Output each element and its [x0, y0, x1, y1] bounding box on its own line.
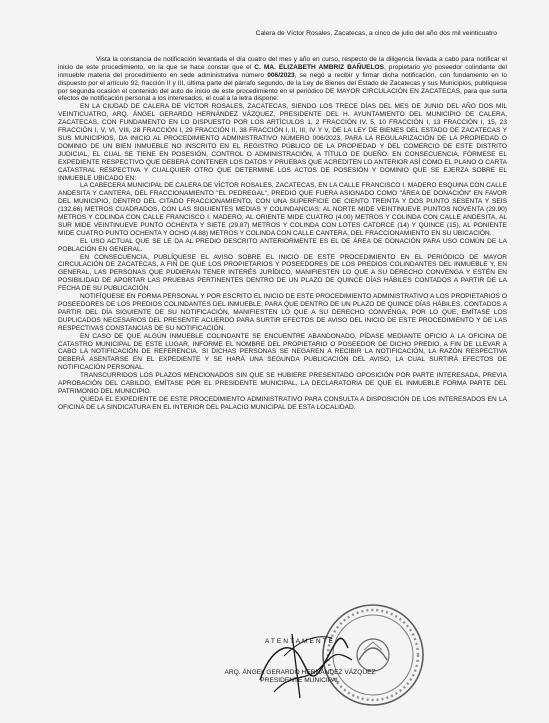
intro-person: C. MA. ELIZABETH AMBRIZ BAÑUELOS [254, 63, 384, 71]
intro-text-b: , propietario y/o poseedor colindante del inmueble materia del procedimiento en sede administrativa número [58, 63, 507, 79]
intro-text-c: , se negó a recibir y firmar dicha notificación, con fundamento en lo dispuesto por el artículo 92, fracción II y III, última parte del párrafo segundo, de la Ley de Bienes del Estado de Zacatecas y sus Municipios, publíquese por segunda ocasión el contenido del auto de inicio de este procedimiento en el periódico DE MAYOR CIRCULACIÓN EN ZACATECAS, para que surta efectos de notificación personal a los interesados, el cual a la letra dispone: [58, 71, 507, 103]
body-paragraph-1: EN LA CIUDAD DE CALERA DE VÍCTOR ROSALES, ZACATECAS, SIENDO LOS TRECE DÍAS DEL MES DE JUNIO DEL AÑO DOS MIL VEINTICUATRO, ARQ. ÁNGEL GERARDO HERNÁNDEZ VÁZQUEZ, PRESIDENTE DEL H. AYUNTAMIENTO DEL MUNICIPIO DE CALERA, ZACATECAS, CON FUNDAMENTO EN LO DISPUESTO POR LOS ARTÍCULOS 1, 2 FRACCIÓN IV, 5, 10 FRACCIÓN I, 13 FRACCIÓN I, 15, 23 FRACCIÓN I, V, VI, VIII, 28 FRACCIÓN I, 29 FRACCIÓN II, 38 FRACCIÓN I, II, III, IV Y V, DE LA LEY DE BIENES DEL ESTADO DE ZACATECAS Y SUS MUNICIPIOS, DA INICIO AL PROCEDIMIENTO ADMINISTRATIVO NÚMERO 006/2023, PARA LA REGULARIZACIÓN DE LA PROPIEDAD O DOMINIO DE UN BIEN INMUEBLE NO INSCRITO EN EL REGISTRO PÚBLICO DE LA PROPIEDAD Y DEL COMERCIO DE ESTE DISTRITO JUDICIAL, EL CUAL SE TIENE EN POSESIÓN, CONTROL O ADMINISTRACIÓN, A TÍTULO DE DUEÑO. EN CONSECUENCIA, FÓRMESE EL EXPEDIENTE RESPECTIVO QUE DEBERÁ CONTENER LOS DATOS Y PRUEBAS QUE ACREDITEN LO ANTERIOR ASÍ COMO EL PLANO O CARTA CATASTRAL RESPECTIVA Y CUALQUIER OTRO QUE DETERMINE LOS ACTOS DE POSESIÓN Y DOMINIO QUE SE EJERZA SOBRE EL INMUEBLE UBICADO EN: [58, 103, 507, 182]
signatory-title: PRESIDENTE MUNICIPAL [260, 677, 340, 684]
intro-text-a: Vista la constancia de notificación levantada el día cuatro del mes y año en curso, respecto de la diligencia llevada a cabo para notificar el inicio de este procedimiento, en la que se hace constar que el [58, 55, 507, 71]
place-date: Calera de Víctor Rosales, Zacatecas, a cinco de julio del año dos mil veinticuatro [255, 30, 497, 37]
document-body [58, 30, 507, 412]
agreement-text [58, 103, 507, 411]
body-paragraph-4: EN CONSECUENCIA, PUBLÍQUESE EL AVISO SOBRE EL INICIO DE ESTE PROCEDIMIENTO EN EL PERIÓDICO DE MAYOR CIRCULACIÓN DE ZACATECAS, A FIN DE QUE LOS PROPIETARIOS Y POSEEDORES DE LOS PREDIOS COLINDANTES DEL INMUEBLE Y, EN GENERAL, LAS PERSONAS QUE PUDIERAN TENER INTERÉS JURÍDICO, MANIFIESTEN LO QUE A SU DERECHO CONVENGA Y ESTÉN EN POSIBILIDAD DE APORTAR LAS PRUEBAS PERTINENTES DENTRO DE UN PLAZO DE QUINCE DÍAS HÁBILES CONTADOS A PARTIR DE LA FECHA DE SU PUBLICACIÓN. [58, 253, 507, 293]
intro-paragraph [58, 56, 507, 103]
salutation: ATENTAMENTE [264, 638, 336, 645]
body-paragraph-8: QUEDA EL EXPEDIENTE DE ESTE PROCEDIMIENTO ADMINISTRATIVO PARA CONSULTA A DISPOSICIÓN DE LOS INTERESADOS EN LA OFICINA DE LA SINDICATURA EN EL INTERIOR DEL PALACIO MUNICIPAL DE ESTA LOCALIDAD. [58, 395, 507, 411]
body-paragraph-5: NOTIFÍQUESE EN FORMA PERSONAL Y POR ESCRITO EL INICIO DE ESTE PROCEDIMIENTO ADMINISTRATIVO A LOS PROPIETARIOS O POSEEDORES DE LOS PREDIOS COLINDANTES DEL INMUEBLE, PARA QUE DENTRO DE UN PLAZO DE QUINCE DÍAS HÁBILES, CONTADOS A PARTIR DEL DÍA SIGUIENTE DE SU NOTIFICACIÓN, MANIFIESTEN LO QUE A SU DERECHO CONVENGA, POR LO QUE, EMÍTASE LOS DUPLICADOS NECESARIOS DEL PRESENTE ACUERDO PARA SURTIR EFECTOS DE AVISO DEL INICIO DE ESTE PROCEDIMIENTO Y DE LAS RESPECTIVAS CONSTANCIAS DE SU NOTIFICACIÓN. [58, 293, 507, 332]
body-paragraph-6: EN CASO DE QUE ALGÚN INMUEBLE COLINDANTE SE ENCUENTRE ABANDONADO, PÍDASE MEDIANTE OFICIO A LA OFICINA DE CATASTRO MUNICIPAL DE ESTE LUGAR, INFORME EL NOMBRE DEL PROPIETARIO O POSEEDOR DE DICHO PREDIO, A FIN DE LLEVAR A CABO LA NOTIFICACIÓN DE REFERENCIA. SI DICHAS PERSONAS SE NEGAREN A RECIBIR LA NOTIFICACIÓN, LA RAZÓN RESPECTIVA DEBERÁ ASENTARSE EN EL EXPEDIENTE Y SE HARÁ UNA SEGUNDA PUBLICACIÓN DEL AVISO, LA CUAL SURTIRÁ EFECTOS DE NOTIFICACIÓN PERSONAL. [58, 332, 507, 372]
closing-block [200, 638, 400, 686]
body-paragraph-7: TRANSCURRIDOS LOS PLAZOS MENCIONADOS SIN QUE SE HUBIERE PRESENTADO OPOSICIÓN POR PARTE INTERESADA, PREVIA APROBACIÓN DEL CABILDO, EMÍTASE POR EL PRESIDENTE MUNICIPAL, LA DECLARATORIA DE QUE EL INMUEBLE FORMA PARTE DEL PATRIMONIO DEL MUNICIPIO. [58, 372, 507, 395]
signatory-name: ARQ. ÁNGEL GERARDO HERNÁNDEZ VÁZQUEZ [224, 668, 376, 676]
file-number: 006/2023 [267, 71, 295, 79]
body-paragraph-3: EL USO ACTUAL QUE SE LE DA AL PREDIO DESCRITO ANTERIORMENTE ES EL DE ÁREA DE DONACIÓN PARA USO COMÚN DE LA POBLACIÓN EN GENERAL. [58, 237, 507, 253]
body-paragraph-2: LA CABECERA MUNICIPAL DE CALERA DE VÍCTOR ROSALES, ZACATECAS, EN LA CALLE FRANCISCO I. MADERO ESQUINA CON CALLE ANDESITA Y CANTERA, DEL FRACCIONAMIENTO "EL PEDREGAL", PREDIO QUE FUERA ASIGNADO COMO "ÁREA DE DONACIÓN" EN FAVOR DEL MUNICIPIO, DENTRO DEL CITADO FRACCIONAMIENTO, CON UNA SUPERFICIE DE CIENTO TREINTA Y DOS PUNTO SESENTA Y SEIS (132.66) METROS CUADRADOS, CON LAS SIGUIENTES MEDIAS Y COLINDANCIAS: AL NORTE MIDE VEINTINUEVE PUNTOS NOVENTA (29.90) METROS Y COLINDA CON CALLE FRANCISCO I. MADERO, AL ORIENTE MIDE CUATRO (4.00) METROS Y COLINDA CON CALLE ANDESITA, AL SUR MIDE VEINTINUEVE PUNTO OCHENTA Y SIETE (29.87) METROS Y COLINDA CON LOTES CATORCE (14) Y QUINCE (15), AL PONIENTE MIDE CUATRO PUNTO OCHENTA Y OCHO (4.88) METROS Y COLINDA CON CALLE CANTERA, DEL FRACCIONAMIENTO EN SU UBICACIÓN. [58, 182, 507, 237]
